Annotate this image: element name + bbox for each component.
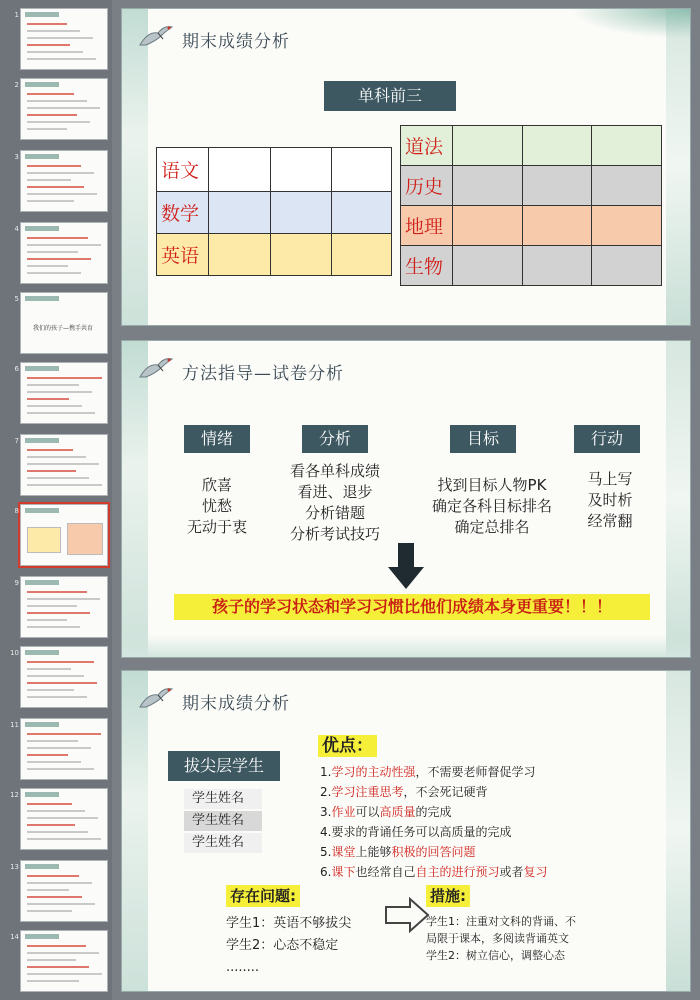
- slide-title: 方法指导—试卷分析: [182, 364, 344, 384]
- highlighted-text: 复习: [523, 865, 548, 879]
- thumbnail-text-line: [27, 733, 101, 735]
- item-number: 5.: [320, 845, 332, 859]
- thumbnail-text-line: [27, 889, 69, 891]
- thumbnail-header: [25, 650, 59, 655]
- thumbnail-text-line: [27, 875, 79, 877]
- student-name: 学生姓名: [184, 789, 262, 809]
- advantage-item: [320, 843, 476, 860]
- thumbnail-header: [25, 864, 59, 869]
- thumbnail-number: 9: [14, 579, 19, 587]
- thumbnail-number: 8: [14, 507, 19, 515]
- slide-thumbnail[interactable]: [10, 860, 108, 922]
- thumbnail-text-line: [27, 58, 96, 60]
- thumbnail-block: [67, 523, 103, 555]
- thumbnail-text-line: [27, 186, 84, 188]
- thumbnail-header: [25, 12, 59, 17]
- thumbnail-text-line: [27, 612, 90, 614]
- slide-thumbnail[interactable]: [14, 8, 108, 70]
- ink-decoration-left: [122, 9, 148, 325]
- thumbnail-block: [27, 527, 61, 553]
- thumbnail-text-line: [27, 675, 84, 677]
- thumbnail-number: 6: [14, 365, 19, 373]
- subject-label: 道法: [401, 126, 453, 166]
- thumbnail-text-line: [27, 754, 68, 756]
- thumbnail-text-line: [27, 696, 87, 698]
- list-item: 局限于课本，多阅读背诵英文: [426, 932, 569, 945]
- thumbnail-text-line: [27, 761, 81, 763]
- thumbnail-text-line: [27, 258, 91, 260]
- thumbnail-header: [25, 366, 59, 371]
- slide-thumbnail[interactable]: [14, 222, 108, 284]
- thumbnail-header: [25, 722, 59, 727]
- thumbnail-text-line: [27, 51, 83, 53]
- thumbnail-text-line: [27, 172, 94, 174]
- thumbnail-text-line: [27, 200, 74, 202]
- problems-list: [226, 913, 351, 979]
- list-item: 学生1：英语不够拔尖: [226, 916, 352, 931]
- category-goal: 目标: [450, 425, 516, 453]
- thumbnail-text-line: [27, 838, 101, 840]
- thumbnail-text-line: [27, 824, 75, 826]
- thumbnail-number: 10: [10, 649, 19, 657]
- advantage-item: [320, 763, 535, 780]
- analysis-list: [270, 461, 400, 545]
- slide-2[interactable]: [121, 340, 691, 658]
- thumbnail-header: [25, 438, 59, 443]
- right-arrow-icon: [384, 897, 430, 933]
- item-number: 6.: [320, 865, 332, 879]
- ink-decoration-left: [122, 671, 148, 991]
- subject-label: 生物: [401, 246, 453, 286]
- thumbnail-text-line: [27, 952, 99, 954]
- top-three-badge: 单科前三: [324, 81, 456, 111]
- list-item: ........: [226, 960, 260, 975]
- item-text: ，不会死记硬背: [403, 785, 488, 799]
- thumbnail-text-line: [27, 244, 101, 246]
- thumbnail-text-line: [27, 107, 100, 109]
- action-list: [568, 469, 652, 532]
- slide-thumbnail[interactable]: [14, 362, 108, 424]
- slide-thumbnail[interactable]: [14, 78, 108, 140]
- student-name: 学生姓名: [184, 833, 262, 853]
- list-item: 确定各科目标排名: [431, 497, 552, 515]
- slide-1[interactable]: [121, 8, 691, 326]
- crane-icon: [138, 23, 174, 49]
- key-message: 孩子的学习状态和学习习惯比他们成绩本身更重要！！！: [174, 594, 650, 620]
- top-students-badge: 拔尖层学生: [168, 751, 280, 781]
- item-text: 可以: [355, 805, 380, 819]
- thumbnail-text-line: [27, 100, 87, 102]
- highlighted-text: 积极的回答问题: [391, 845, 476, 859]
- thumbnail-text-line: [27, 449, 73, 451]
- thumbnail-text-line: [27, 959, 76, 961]
- item-text: 要求的背诵任务可以高质量的完成: [331, 825, 512, 839]
- ink-decoration-left: [122, 341, 148, 657]
- ink-decoration-bottom: [122, 635, 690, 657]
- student-name: 学生姓名: [184, 811, 262, 831]
- thumbnail-text-line: [27, 193, 97, 195]
- thumbnail-header: [25, 934, 59, 939]
- category-action: 行动: [574, 425, 640, 453]
- list-item: 经常翻: [587, 512, 633, 530]
- highlighted-text: 自主的进行预习: [415, 865, 500, 879]
- item-number: 2.: [320, 785, 332, 799]
- thumbnail-text-line: [27, 23, 67, 25]
- thumbnail-text-line: [27, 237, 88, 239]
- list-item: 看进、退步: [297, 483, 373, 501]
- thumbnail-text-line: [27, 463, 99, 465]
- thumbnail-text-line: [27, 265, 68, 267]
- thumbnail-text-line: [27, 470, 76, 472]
- thumbnail-text-line: [27, 128, 67, 130]
- thumbnail-text-line: [27, 44, 70, 46]
- crane-icon: [138, 685, 174, 711]
- goal-list: [412, 475, 572, 538]
- thumbnail-header: [25, 226, 59, 231]
- category-analysis: 分析: [302, 425, 368, 453]
- subject-label: 地理: [401, 206, 453, 246]
- thumbnail-text-line: [27, 591, 87, 593]
- thumbnail-caption: 我们的孩子—携手共育: [33, 325, 94, 332]
- list-item: 找到目标人物PK: [437, 476, 547, 494]
- advantage-item: [320, 823, 511, 840]
- list-item: 学生1：注重对文科的背诵、不: [426, 915, 576, 928]
- thumbnail-text-line: [27, 384, 79, 386]
- subject-label: 英语: [157, 234, 209, 276]
- item-text: 也经常自己: [355, 865, 416, 879]
- thumbnail-text-line: [27, 896, 82, 898]
- thumbnail-text-line: [27, 272, 81, 274]
- item-number: 1.: [320, 765, 332, 779]
- down-arrow-icon: [388, 543, 424, 589]
- slide-thumbnail-panel: [0, 0, 112, 1000]
- thumbnail-text-line: [27, 391, 92, 393]
- item-text: ，不需要老师督促学习: [415, 765, 536, 779]
- list-item: 分析错题: [304, 504, 365, 522]
- list-item: 及时析: [587, 491, 633, 509]
- list-item: 分析考试技巧: [289, 525, 380, 543]
- highlighted-text: 高质量: [379, 805, 416, 819]
- slide-thumbnail[interactable]: [14, 504, 108, 566]
- ink-decoration-right: [666, 341, 690, 657]
- list-item: 确定总排名: [454, 518, 530, 536]
- thumbnail-text-line: [27, 93, 74, 95]
- thumbnail-text-line: [27, 251, 78, 253]
- advantages-title: 优点：: [318, 735, 377, 757]
- thumbnail-text-line: [27, 619, 67, 621]
- thumbnail-number: 5: [14, 295, 19, 303]
- item-number: 3.: [320, 805, 332, 819]
- thumbnail-number: 12: [10, 791, 19, 799]
- thumbnail-text-line: [27, 484, 102, 486]
- thumbnail-text-line: [27, 682, 97, 684]
- thumbnail-text-line: [27, 398, 69, 400]
- thumbnail-text-line: [27, 598, 100, 600]
- measures-list: [426, 913, 576, 964]
- list-item: 学生2：树立信心，调整心态: [426, 949, 565, 962]
- list-item: 看各单科成绩: [289, 462, 380, 480]
- thumbnail-text-line: [27, 377, 102, 379]
- slide-thumbnail[interactable]: [10, 718, 108, 780]
- thumbnail-text-line: [27, 668, 71, 670]
- highlighted-text: 作业: [331, 805, 356, 819]
- highlighted-text: 学习注重思考: [331, 785, 404, 799]
- thumbnail-header: [25, 296, 59, 301]
- thumbnail-text-line: [27, 412, 95, 414]
- thumbnail-text-line: [27, 903, 95, 905]
- thumbnail-number: 4: [14, 225, 19, 233]
- item-text: 上能够: [355, 845, 392, 859]
- thumbnail-header: [25, 580, 59, 585]
- advantage-item: [320, 863, 548, 880]
- thumbnail-text-line: [27, 945, 86, 947]
- advantage-item: [320, 783, 487, 800]
- highlighted-text: 课下: [331, 865, 356, 879]
- thumbnail-text-line: [27, 661, 94, 663]
- thumbnail-header: [25, 82, 59, 87]
- subject-label: 数学: [157, 192, 209, 234]
- thumbnail-text-line: [27, 179, 71, 181]
- item-text: 或者: [499, 865, 524, 879]
- slide-title: 期末成绩分析: [182, 694, 290, 714]
- slide-thumbnail[interactable]: [10, 646, 108, 708]
- thumbnail-text-line: [27, 882, 92, 884]
- list-item: 忧愁: [201, 497, 232, 515]
- right-score-table: [400, 125, 662, 286]
- thumbnail-text-line: [27, 817, 98, 819]
- thumbnail-text-line: [27, 37, 93, 39]
- thumbnail-number: 7: [14, 437, 19, 445]
- crane-icon: [138, 355, 174, 381]
- category-emotion: 情绪: [184, 425, 250, 453]
- problems-title: 存在问题:: [226, 885, 300, 907]
- highlighted-text: 学习的主动性强: [331, 765, 416, 779]
- emotion-list: [162, 475, 272, 538]
- thumbnail-text-line: [27, 30, 80, 32]
- thumbnail-number: 1: [14, 11, 19, 19]
- slide-thumbnail[interactable]: [10, 788, 108, 850]
- slide-thumbnail[interactable]: [14, 434, 108, 496]
- thumbnail-text-line: [27, 689, 74, 691]
- ink-decoration-right: [666, 9, 690, 325]
- thumbnail-text-line: [27, 605, 77, 607]
- slide-3[interactable]: [121, 670, 691, 992]
- slide-thumbnail[interactable]: [10, 930, 108, 992]
- thumbnail-number: 3: [14, 153, 19, 161]
- thumbnail-number: 2: [14, 81, 19, 89]
- thumbnail-text-line: [27, 980, 79, 982]
- ink-decoration-right: [666, 671, 690, 991]
- slide-thumbnail[interactable]: [14, 576, 108, 638]
- thumbnail-header: [25, 792, 59, 797]
- slide-thumbnail[interactable]: [14, 150, 108, 212]
- thumbnail-header: [25, 508, 59, 513]
- subject-label: 语文: [157, 148, 209, 192]
- thumbnail-text-line: [27, 121, 90, 123]
- thumbnail-text-line: [27, 626, 80, 628]
- thumbnail-text-line: [27, 910, 72, 912]
- thumbnail-text-line: [27, 973, 102, 975]
- thumbnail-number: 11: [10, 721, 19, 729]
- measures-title: 措施:: [426, 885, 470, 907]
- advantage-item: [320, 803, 452, 820]
- list-item: 无动于衷: [186, 518, 247, 536]
- thumbnail-text-line: [27, 747, 91, 749]
- thumbnail-text-line: [27, 456, 86, 458]
- thumbnail-text-line: [27, 740, 78, 742]
- left-score-table: [156, 147, 392, 276]
- ink-decoration-top: [570, 9, 690, 39]
- thumbnail-text-line: [27, 477, 89, 479]
- thumbnail-text-line: [27, 966, 89, 968]
- thumbnail-text-line: [27, 165, 81, 167]
- thumbnail-header: [25, 154, 59, 159]
- slide-thumbnail[interactable]: [14, 292, 108, 354]
- list-item: 马上写: [587, 470, 633, 488]
- thumbnail-text-line: [27, 114, 77, 116]
- subject-label: 历史: [401, 166, 453, 206]
- item-text: 的完成: [415, 805, 452, 819]
- thumbnail-number: 14: [10, 933, 19, 941]
- thumbnail-text-line: [27, 768, 94, 770]
- list-item: 欣喜: [201, 476, 232, 494]
- slide-title: 期末成绩分析: [182, 32, 290, 52]
- highlighted-text: 课堂: [331, 845, 356, 859]
- thumbnail-text-line: [27, 810, 85, 812]
- thumbnail-text-line: [27, 405, 82, 407]
- item-number: 4.: [320, 825, 332, 839]
- thumbnail-number: 13: [10, 863, 19, 871]
- thumbnail-text-line: [27, 831, 88, 833]
- thumbnail-text-line: [27, 803, 72, 805]
- list-item: 学生2：心态不稳定: [226, 938, 339, 953]
